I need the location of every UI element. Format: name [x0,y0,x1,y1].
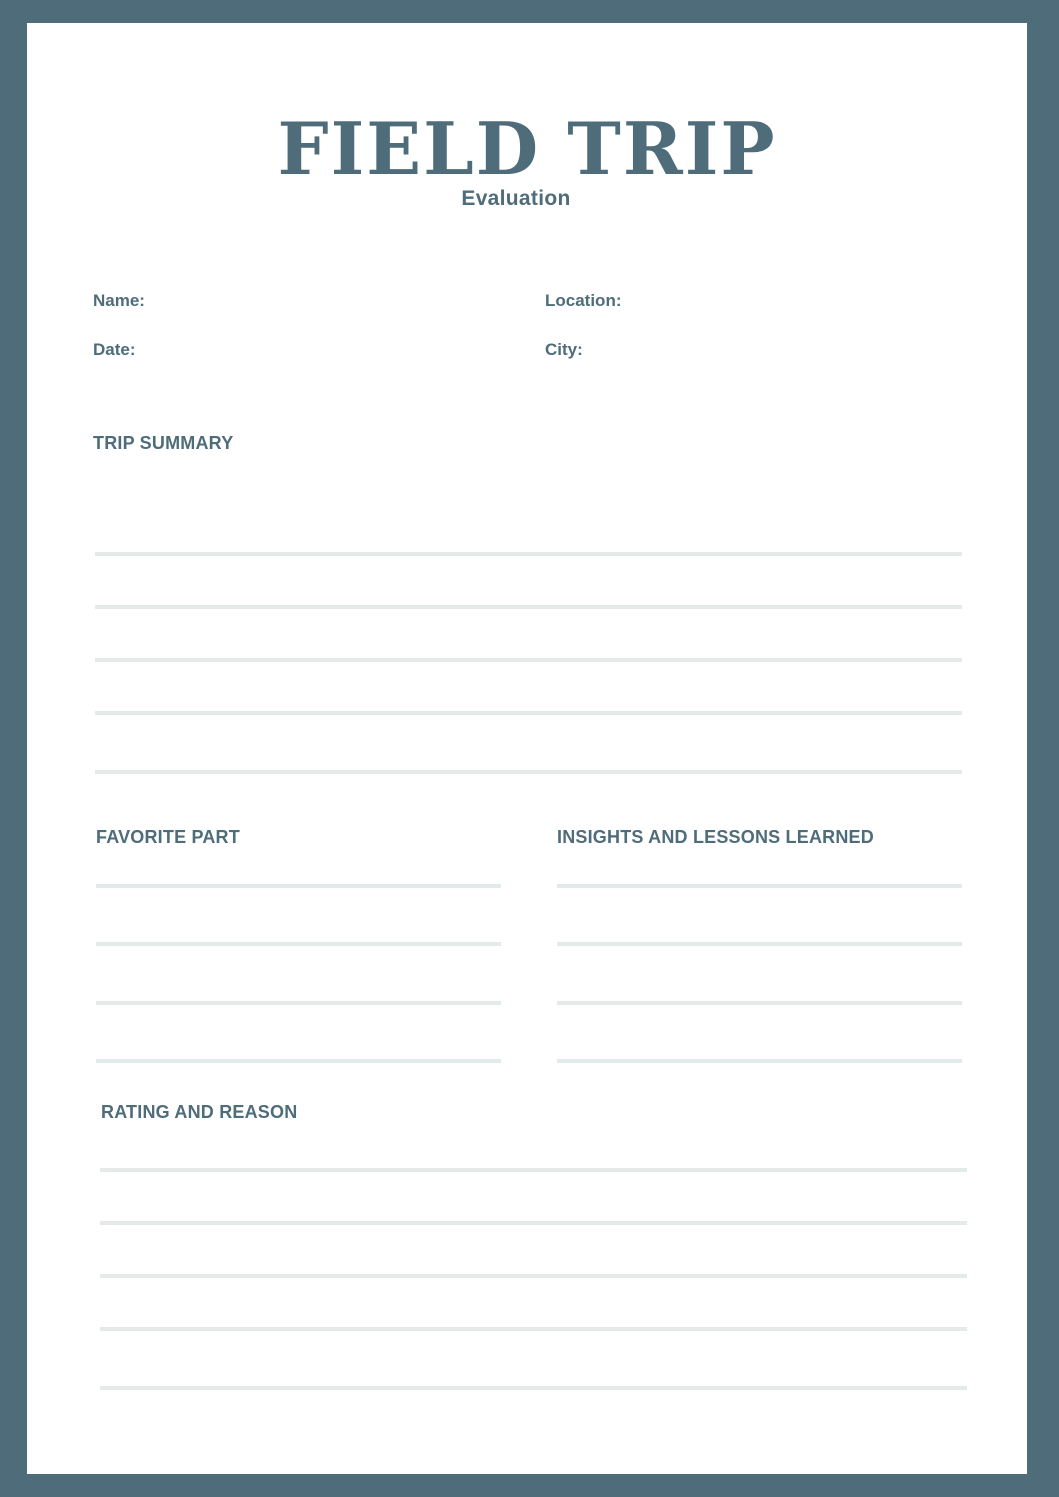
city-field-label: City: [545,340,583,359]
rating-reason-line[interactable] [100,1327,967,1331]
rating-reason-heading: RATING AND REASON [101,1102,298,1122]
favorite-part-line[interactable] [96,884,501,888]
insights-line[interactable] [557,884,962,888]
trip-summary-line[interactable] [95,770,962,774]
insights-line[interactable] [557,1059,962,1063]
form-title: FIELD TRIP [277,106,777,191]
name-field-label: Name: [93,291,145,310]
trip-summary-line[interactable] [95,711,962,715]
rating-reason-line[interactable] [100,1274,967,1278]
form-sheet [27,23,1027,1474]
insights-heading: INSIGHTS AND LESSONS LEARNED [557,827,874,847]
favorite-part-line[interactable] [96,942,501,946]
insights-line[interactable] [557,942,962,946]
date-field-label: Date: [93,340,136,359]
trip-summary-line[interactable] [95,658,962,662]
favorite-part-heading: FAVORITE PART [96,827,240,847]
favorite-part-line[interactable] [96,1059,501,1063]
insights-line[interactable] [557,1001,962,1005]
trip-summary-heading: TRIP SUMMARY [93,433,234,453]
trip-summary-line[interactable] [95,605,962,609]
location-field-label: Location: [545,291,622,310]
rating-reason-line[interactable] [100,1168,967,1172]
rating-reason-line[interactable] [100,1386,967,1390]
form-subtitle: Evaluation [461,187,571,210]
rating-reason-line[interactable] [100,1221,967,1225]
favorite-part-line[interactable] [96,1001,501,1005]
trip-summary-line[interactable] [95,552,962,556]
